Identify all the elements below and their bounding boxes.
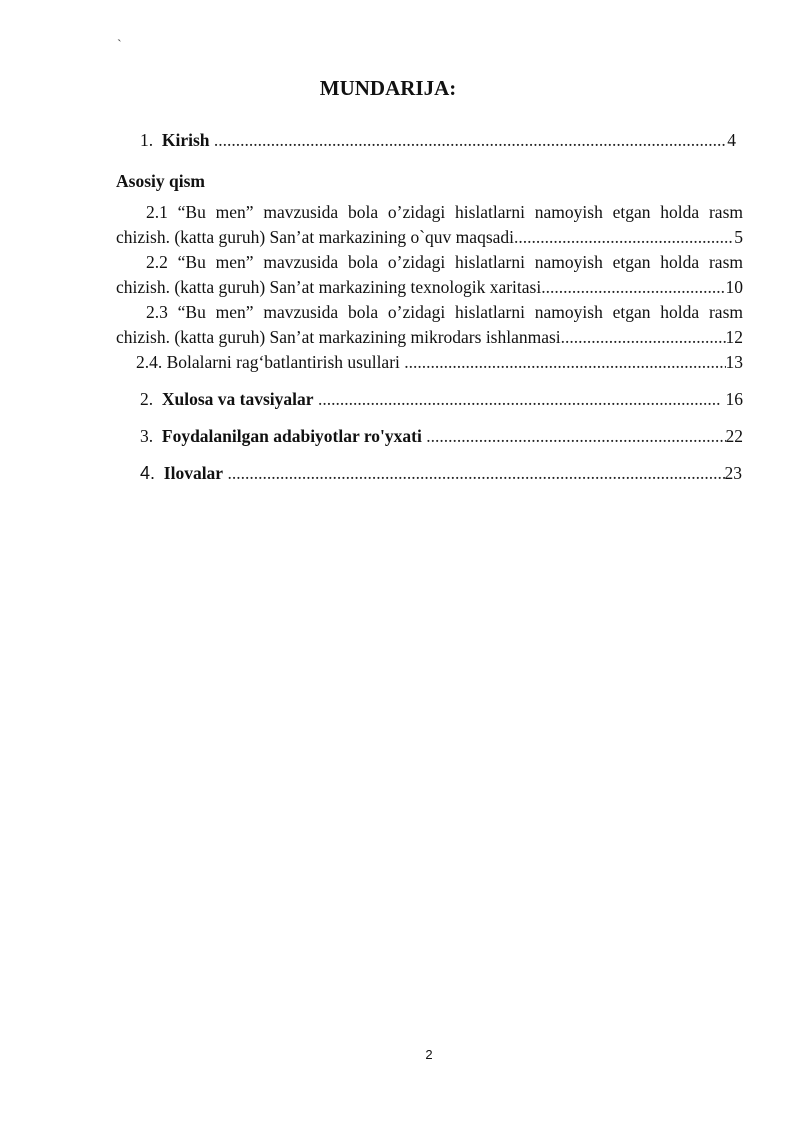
toc-entry-ilovalar[interactable] <box>116 461 742 486</box>
stray-mark: ` <box>117 38 122 53</box>
leader-dots <box>227 461 724 486</box>
leader-dots <box>514 225 734 250</box>
toc-entry-kirish[interactable] <box>116 128 736 153</box>
toc-entry-line2: chizish. (katta guruh) San’at markazining o`quv maqsadi <box>116 227 515 247</box>
leader-dots <box>318 387 721 412</box>
toc-entry-foydalanilgan-adabiyotlar[interactable] <box>116 424 743 449</box>
toc-entry-number: 2. <box>140 389 154 409</box>
toc-entry-number: 4. <box>140 463 156 483</box>
toc-entry-line1: 2.2 “Bu men” mavzusida bola o’zidagi hislatlarni namoyish etgan holda rasm <box>146 252 743 272</box>
page-title: MUNDARIJA: <box>319 76 457 100</box>
toc-entry-label: Xulosa va tavsiyalar <box>161 389 314 409</box>
leader-dots <box>561 325 726 350</box>
table-of-contents <box>116 128 743 486</box>
toc-entry-label: Bolalarni rag‘batlantirish usullari <box>166 352 400 372</box>
toc-entry-xulosa[interactable] <box>116 387 743 412</box>
leader-dots <box>214 128 727 153</box>
toc-entry-page: 10 <box>725 277 743 297</box>
section-heading: Asosiy qism <box>116 171 205 191</box>
toc-entry-label: Kirish <box>161 130 210 150</box>
toc-entry-page: 12 <box>725 327 743 347</box>
toc-entry-line1: 2.1 “Bu men” mavzusida bola o’zidagi hislatlarni namoyish etgan holda rasm <box>146 202 743 222</box>
toc-entry-page: 16 <box>725 389 743 409</box>
toc-entry-page: 23 <box>724 463 742 483</box>
toc-entry-label: Foydalanilgan adabiyotlar ro'yxati <box>161 426 422 446</box>
leader-dots <box>541 275 725 300</box>
leader-dots <box>404 350 725 375</box>
toc-entry-line2: chizish. (katta guruh) San’at markazining mikrodars ishlanmasi <box>116 327 561 347</box>
toc-entry-number: 1. <box>140 130 154 150</box>
toc-entry-2-2[interactable] <box>116 250 743 300</box>
toc-entry-line1: 2.3 “Bu men” mavzusida bola o’zidagi hislatlarni namoyish etgan holda rasm <box>146 302 743 322</box>
toc-entry-2-1[interactable] <box>116 200 743 250</box>
toc-entry-line2: chizish. (katta guruh) San’at markazining texnologik xaritasi <box>116 277 542 297</box>
toc-entry-page: 13 <box>725 352 743 372</box>
toc-entry-number: 2.4. <box>136 352 163 372</box>
toc-entry-2-3[interactable] <box>116 300 743 350</box>
toc-entry-page: 4 <box>727 130 736 150</box>
leader-dots <box>426 424 725 449</box>
toc-entry-page: 5 <box>734 227 743 247</box>
page-number: 2 <box>425 1047 433 1062</box>
toc-entry-number: 3. <box>140 426 154 446</box>
toc-entry-2-4[interactable] <box>116 350 743 375</box>
toc-entry-label: Ilovalar <box>163 463 224 483</box>
toc-entry-page: 22 <box>725 426 743 446</box>
